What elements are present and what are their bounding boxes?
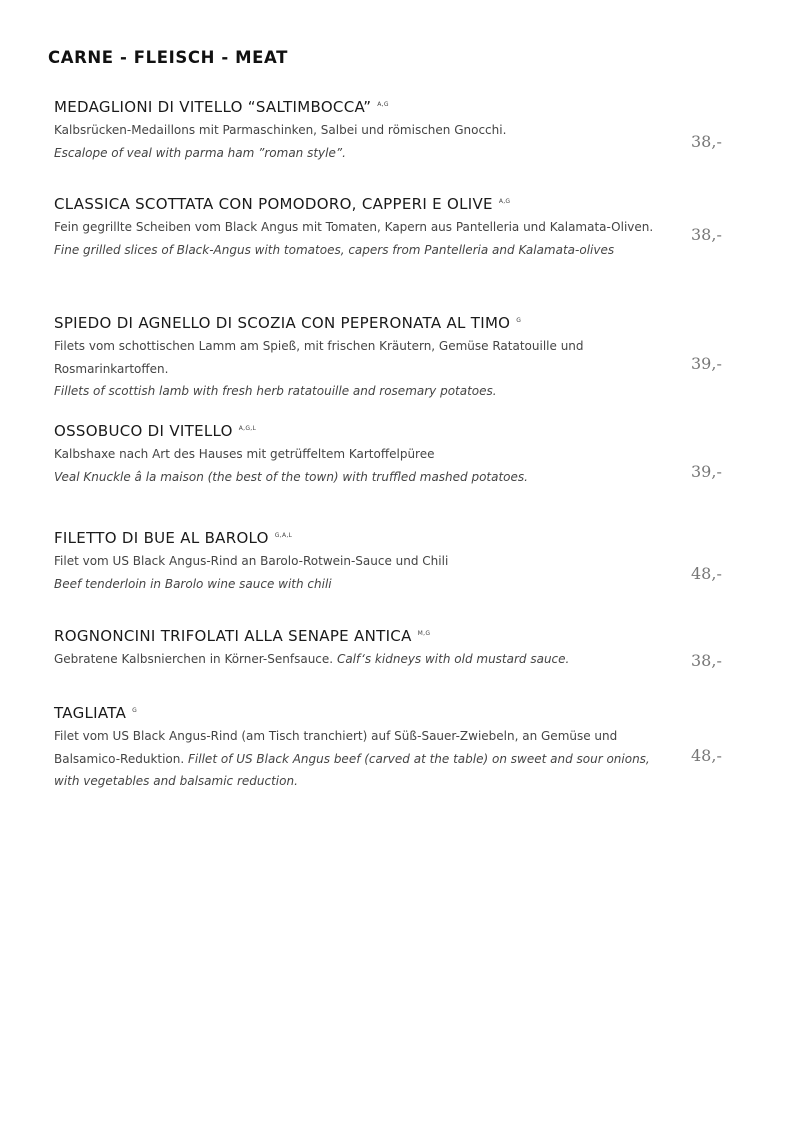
description-german: Filet vom US Black Angus-Rind (am Tisch tranchiert) auf Süß-Sauer-Zwiebeln, an Gemüse und Balsamico-Reduktion. [54,729,618,766]
description-english: Calf‘s kidneys with old mustard sauce. [336,652,570,666]
menu-item-rognoncini [54,626,664,671]
section-heading: CARNE - FLEISCH - MEAT [48,48,288,67]
menu-item-filetto-barolo [54,528,664,595]
price: 39,- [691,462,722,481]
description-english: Veal Knuckle â la maison (the best of the town) with truffled mashed potatoes. [54,469,528,484]
description-german: Gebratene Kalbsnierchen in Körner-Senfsauce. [54,652,334,666]
menu-item-ossobuco [54,421,664,488]
allergen-codes: M,G [417,630,431,637]
description-english: Fillet of US Black Angus beef (carved at the table) on sweet and sour onions, with vegetables and balsamic reduction. [54,751,650,788]
price: 48,- [691,564,722,583]
dish-title: SPIEDO DI AGNELLO DI SCOZIA CON PEPERONATA AL TIMO $^G$ [54,314,522,332]
dish-description [54,648,664,671]
dish-description [54,119,664,164]
allergen-codes: A,G [498,198,511,205]
description-english: Escalope of veal with parma ham ”roman style”. [54,145,346,160]
description-english: Beef tenderloin in Barolo wine sauce with chili [54,576,332,591]
description-german: Kalbsrücken-Medaillons mit Parmaschinken, Salbei und römischen Gnocchi. [54,123,507,137]
price: 38,- [691,132,722,151]
menu-item-spiedo-agnello [54,313,664,403]
allergen-codes: G [516,317,522,324]
dish-title: ROGNONCINI TRIFOLATI ALLA SENAPE ANTICA $^{M,G}$ [54,627,431,645]
dish-description [54,335,614,403]
price: 39,- [691,354,722,373]
menu-item-scottata [54,194,664,261]
description-german: Fein gegrillte Scheiben vom Black Angus mit Tomaten, Kapern aus Pantelleria und Kalamata-Oliven. [54,220,654,234]
allergen-codes: A,G,L [238,425,257,432]
dish-description [54,216,694,261]
allergen-codes: A,G [377,101,389,108]
dish-title: MEDAGLIONI DI VITELLO “SALTIMBOCCA” $^{A,G}$ [54,98,389,116]
dish-title: OSSOBUCO DI VITELLO $^{A,G,L}$ [54,422,257,440]
description-german: Filet vom US Black Angus-Rind an Barolo-Rotwein-Sauce und Chili [54,554,449,568]
description-german: Filets vom schottischen Lamm am Spieß, mit frischen Kräutern, Gemüse Ratatouille und Rosmarinkartoffen. [54,339,584,376]
price: 38,- [691,651,722,670]
dish-title: CLASSICA SCOTTATA CON POMODORO, CAPPERI E OLIVE $^{A,G}$ [54,195,511,213]
dish-title: FILETTO DI BUE AL BAROLO $^{G,A,L}$ [54,529,293,547]
menu-item-tagliata [54,703,664,793]
menu-item-saltimbocca [54,97,664,164]
description-english: Fine grilled slices of Black-Angus with tomatoes, capers from Pantelleria and Kalamata-olives [54,242,615,257]
price: 48,- [691,746,722,765]
dish-description [54,550,664,595]
description-german: Kalbshaxe nach Art des Hauses mit getrüffeltem Kartoffelpüree [54,447,435,461]
allergen-codes: G [132,707,138,714]
description-english: Fillets of scottish lamb with fresh herb ratatouille and rosemary potatoes. [54,384,497,398]
dish-title: TAGLIATA $^G$ [54,704,138,722]
dish-description [54,443,664,488]
dish-description [54,725,654,793]
allergen-codes: G,A,L [274,532,293,539]
price: 38,- [691,225,722,244]
